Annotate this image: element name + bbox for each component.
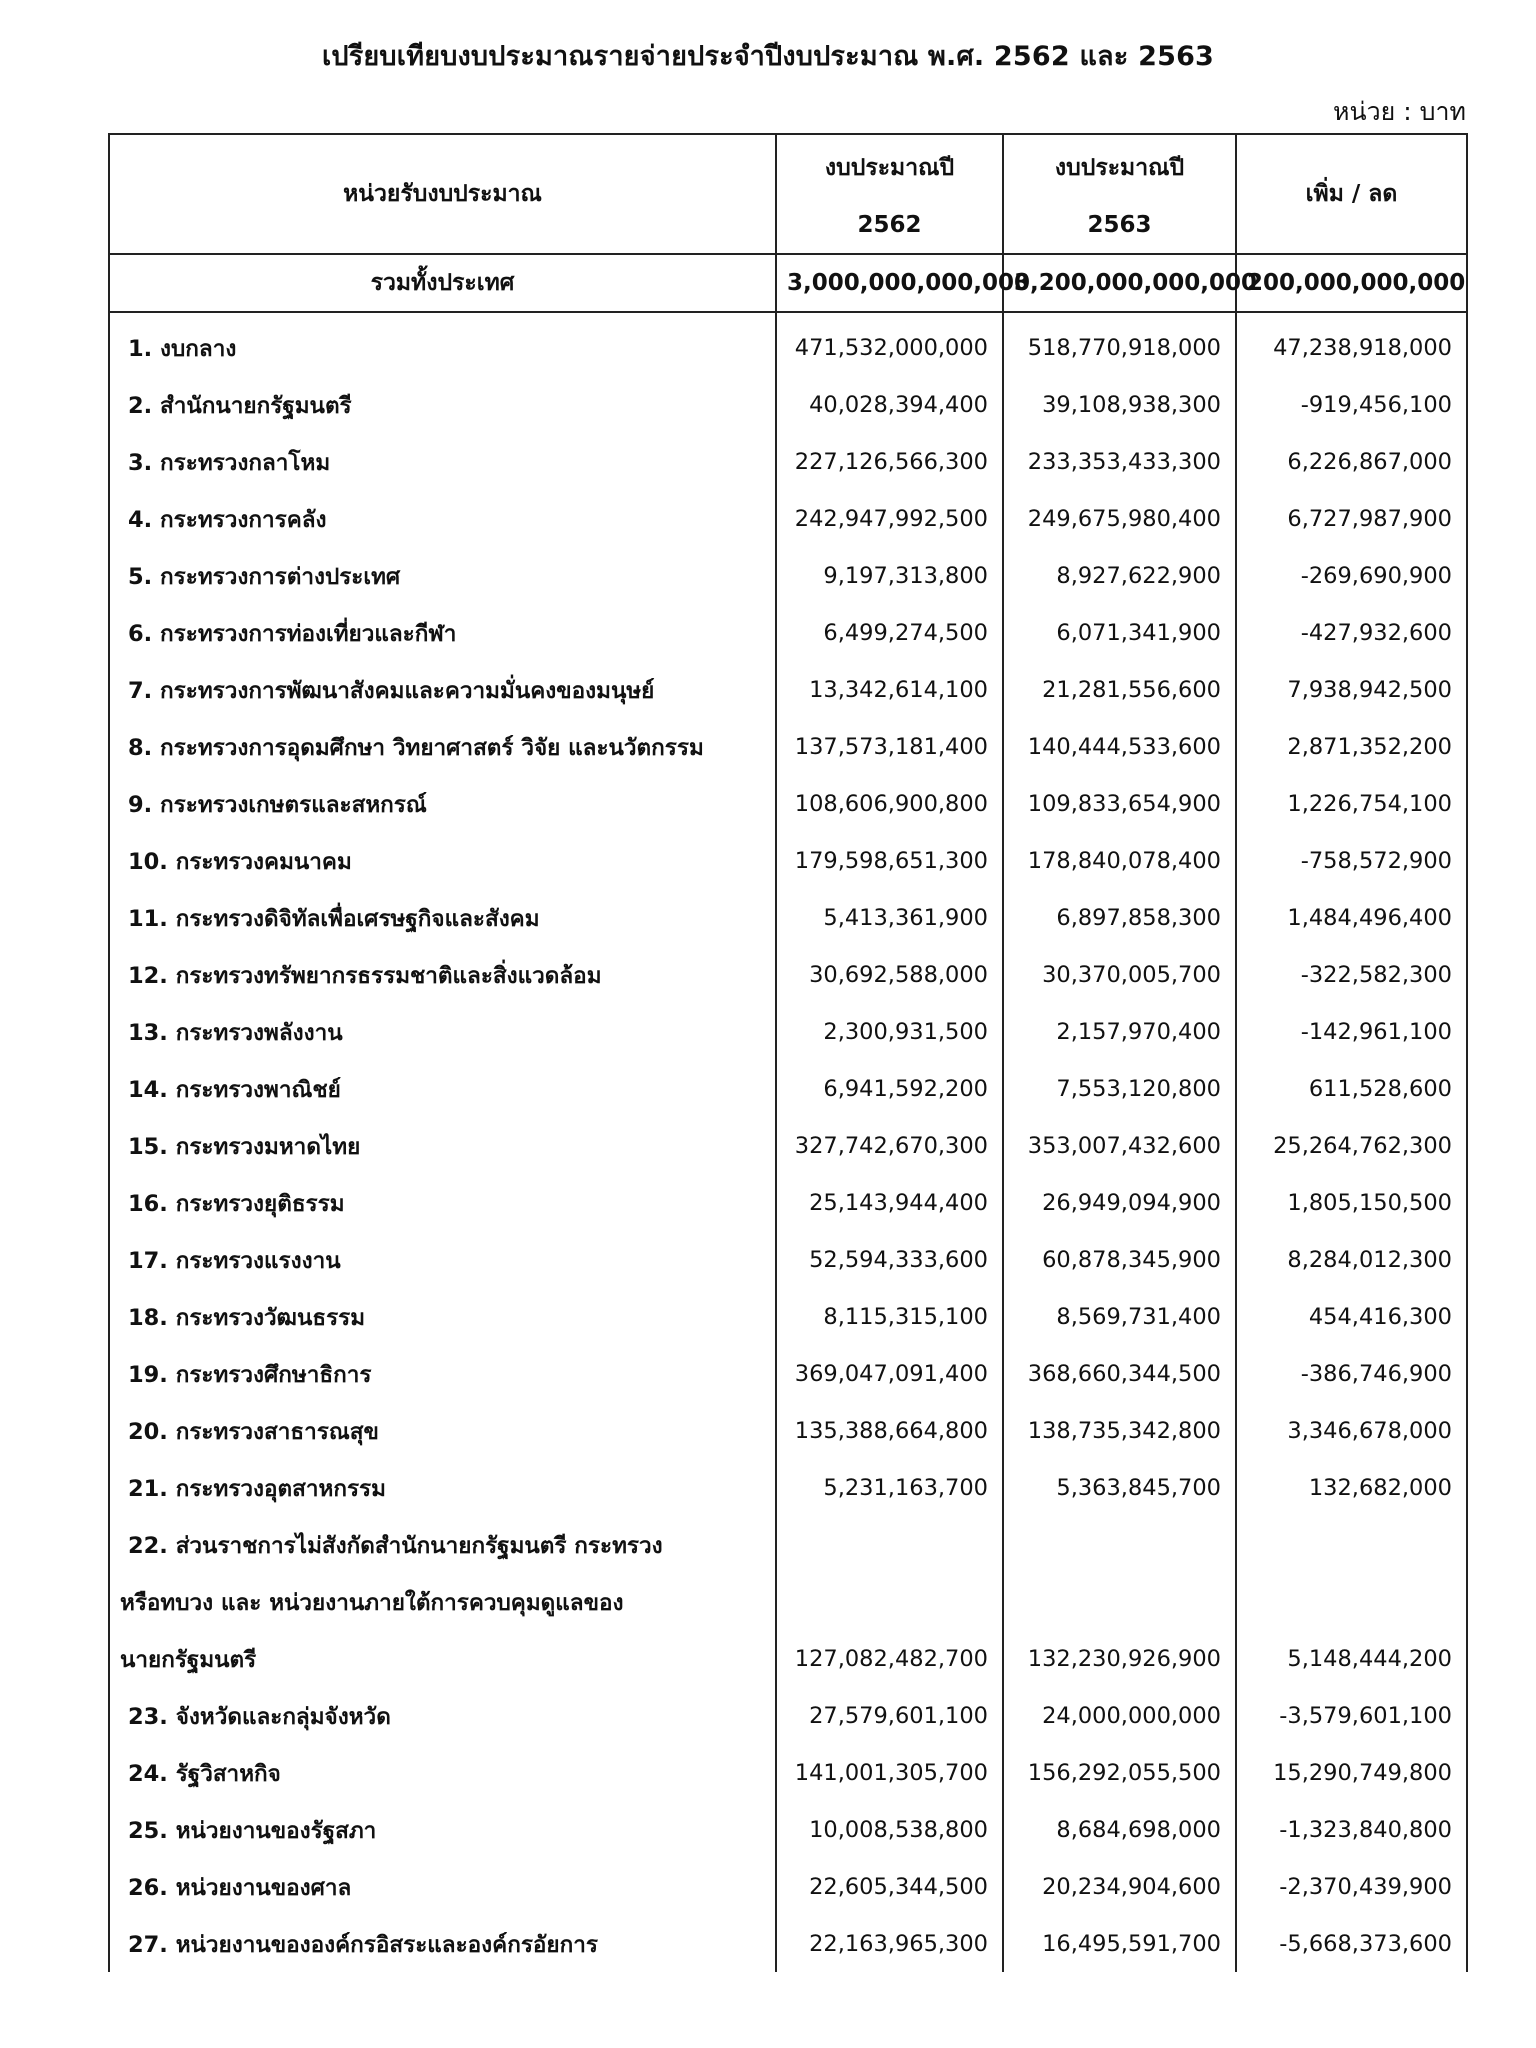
row-22-budget-2562: 127,082,482,700 [776,1630,1003,1687]
row-unit-name: 4. กระทรวงการคลัง [109,490,776,547]
row-budget-2563: 6,071,341,900 [1003,604,1236,661]
row-unit-name: 13. กระทรวงพลังงาน [109,1003,776,1060]
table-row-22-continued [109,1573,1467,1630]
total-2562: 3,000,000,000,000 [776,254,1003,312]
row-budget-2562: 6,941,592,200 [776,1060,1003,1117]
row-diff: -427,932,600 [1236,604,1467,661]
header-budget-2563 [1003,134,1236,254]
total-name: รวมทั้งประเทศ [109,254,776,312]
row-unit-name: 21. กระทรวงอุตสาหกรรม [109,1459,776,1516]
row-unit-name: 2. สำนักนายกรัฐมนตรี [109,376,776,433]
row-unit-name: 1. งบกลาง [109,312,776,376]
row-budget-2562: 242,947,992,500 [776,490,1003,547]
row-budget-2563: 7,553,120,800 [1003,1060,1236,1117]
row-budget-2563: 5,363,845,700 [1003,1459,1236,1516]
table-row [109,376,1467,433]
row-diff: 1,226,754,100 [1236,775,1467,832]
row-22-name-line1: 22. ส่วนราชการไม่สังกัดสำนักนายกรัฐมนตรี กระทรวง [109,1516,776,1573]
row-diff: -2,370,439,900 [1236,1858,1467,1915]
row-unit-name: 17. กระทรวงแรงงาน [109,1231,776,1288]
row-budget-2562: 52,594,333,600 [776,1231,1003,1288]
row-diff: -919,456,100 [1236,376,1467,433]
table-row [109,604,1467,661]
row-diff: -758,572,900 [1236,832,1467,889]
table-row [109,946,1467,1003]
row-budget-2562: 227,126,566,300 [776,433,1003,490]
row-budget-2563: 138,735,342,800 [1003,1402,1236,1459]
row-diff: 6,226,867,000 [1236,433,1467,490]
row-22-empty-2563 [1003,1573,1236,1630]
row-diff: -269,690,900 [1236,547,1467,604]
table-row [109,1858,1467,1915]
row-unit-name: 15. กระทรวงมหาดไทย [109,1117,776,1174]
row-budget-2562: 141,001,305,700 [776,1744,1003,1801]
total-2563: 3,200,000,000,000 [1003,254,1236,312]
row-budget-2563: 8,927,622,900 [1003,547,1236,604]
row-budget-2563: 8,569,731,400 [1003,1288,1236,1345]
total-diff: 200,000,000,000 [1236,254,1467,312]
table-row [109,1345,1467,1402]
row-diff: 47,238,918,000 [1236,312,1467,376]
table-row [109,661,1467,718]
table-row [109,1402,1467,1459]
table-row [109,1459,1467,1516]
row-budget-2563: 26,949,094,900 [1003,1174,1236,1231]
table-row [109,1174,1467,1231]
total-row [109,254,1467,312]
table-row [109,1687,1467,1744]
row-budget-2562: 108,606,900,800 [776,775,1003,832]
row-budget-2563: 233,353,433,300 [1003,433,1236,490]
row-budget-2563: 156,292,055,500 [1003,1744,1236,1801]
table-row [109,1744,1467,1801]
row-unit-name: 3. กระทรวงกลาโหม [109,433,776,490]
row-budget-2563: 39,108,938,300 [1003,376,1236,433]
row-unit-name: 10. กระทรวงคมนาคม [109,832,776,889]
table-row [109,718,1467,775]
row-diff: -5,668,373,600 [1236,1915,1467,1972]
row-budget-2562: 5,231,163,700 [776,1459,1003,1516]
row-budget-2562: 22,163,965,300 [776,1915,1003,1972]
row-diff: 25,264,762,300 [1236,1117,1467,1174]
row-diff: 6,727,987,900 [1236,490,1467,547]
row-budget-2562: 5,413,361,900 [776,889,1003,946]
row-diff: 1,805,150,500 [1236,1174,1467,1231]
row-budget-2563: 30,370,005,700 [1003,946,1236,1003]
row-unit-name: 25. หน่วยงานของรัฐสภา [109,1801,776,1858]
table-row [109,889,1467,946]
row-budget-2563: 368,660,344,500 [1003,1345,1236,1402]
row-diff: -1,323,840,800 [1236,1801,1467,1858]
document-title: เปรียบเทียบงบประมาณรายจ่ายประจำปีงบประมาณ พ.ศ. 2562 และ 2563 [321,41,1215,72]
table-row [109,312,1467,376]
row-budget-2563: 16,495,591,700 [1003,1915,1236,1972]
row-budget-2562: 6,499,274,500 [776,604,1003,661]
row-unit-name: 7. กระทรวงการพัฒนาสังคมและความมั่นคงของมนุษย์ [109,661,776,718]
table-row [109,1117,1467,1174]
table-row [109,775,1467,832]
table-row [109,1003,1467,1060]
table-row [109,490,1467,547]
row-budget-2563: 24,000,000,000 [1003,1687,1236,1744]
row-diff: 132,682,000 [1236,1459,1467,1516]
row-budget-2563: 178,840,078,400 [1003,832,1236,889]
table-row [109,1915,1467,1972]
row-budget-2562: 25,143,944,400 [776,1174,1003,1231]
table-row-22 [109,1516,1467,1573]
row-budget-2562: 27,579,601,100 [776,1687,1003,1744]
row-budget-2562: 327,742,670,300 [776,1117,1003,1174]
header-2562-label: งบประมาณปี [824,155,955,181]
row-diff: -322,582,300 [1236,946,1467,1003]
table-row [109,1288,1467,1345]
row-budget-2563: 109,833,654,900 [1003,775,1236,832]
row-22-name-line2: หรือทบวง และ หน่วยงานภายใต้การควบคุมดูแลของ [109,1573,776,1630]
row-budget-2563: 21,281,556,600 [1003,661,1236,718]
row-22-empty-2562 [776,1516,1003,1573]
header-budget-unit: หน่วยรับงบประมาณ [109,134,776,254]
row-diff: 8,284,012,300 [1236,1231,1467,1288]
budget-rows [109,312,1467,1972]
row-unit-name: 6. กระทรวงการท่องเที่ยวและกีฬา [109,604,776,661]
table-row [109,832,1467,889]
header-increase-decrease: เพิ่ม / ลด [1236,134,1467,254]
row-budget-2563: 140,444,533,600 [1003,718,1236,775]
table-row [109,1801,1467,1858]
row-22-empty-2563 [1003,1516,1236,1573]
row-budget-2563: 2,157,970,400 [1003,1003,1236,1060]
row-22-empty-diff [1236,1516,1467,1573]
row-unit-name: 12. กระทรวงทรัพยากรธรรมชาติและสิ่งแวดล้อม [109,946,776,1003]
row-22-empty-2562 [776,1573,1003,1630]
row-budget-2562: 179,598,651,300 [776,832,1003,889]
header-2562-year: 2562 [857,212,922,238]
row-diff: 7,938,942,500 [1236,661,1467,718]
row-budget-2562: 2,300,931,500 [776,1003,1003,1060]
row-diff: 611,528,600 [1236,1060,1467,1117]
row-budget-2563: 60,878,345,900 [1003,1231,1236,1288]
header-2563-year: 2563 [1087,212,1152,238]
row-unit-name: 20. กระทรวงสาธารณสุข [109,1402,776,1459]
row-diff: 2,871,352,200 [1236,718,1467,775]
row-diff: -142,961,100 [1236,1003,1467,1060]
row-budget-2563: 353,007,432,600 [1003,1117,1236,1174]
row-budget-2563: 518,770,918,000 [1003,312,1236,376]
row-budget-2562: 471,532,000,000 [776,312,1003,376]
table-row-22-continued [109,1630,1467,1687]
row-diff: 454,416,300 [1236,1288,1467,1345]
row-budget-2562: 22,605,344,500 [776,1858,1003,1915]
row-diff: -3,579,601,100 [1236,1687,1467,1744]
row-budget-2562: 30,692,588,000 [776,946,1003,1003]
row-budget-2562: 10,008,538,800 [776,1801,1003,1858]
row-diff: 3,346,678,000 [1236,1402,1467,1459]
row-unit-name: 27. หน่วยงานขององค์กรอิสระและองค์กรอัยการ [109,1915,776,1972]
row-unit-name: 19. กระทรวงศึกษาธิการ [109,1345,776,1402]
budget-comparison-table [108,133,1468,1972]
table-row [109,547,1467,604]
row-budget-2562: 8,115,315,100 [776,1288,1003,1345]
unit-label: หน่วย : บาท [1333,97,1466,126]
row-budget-2563: 6,897,858,300 [1003,889,1236,946]
row-unit-name: 9. กระทรวงเกษตรและสหกรณ์ [109,775,776,832]
row-22-budget-2563: 132,230,926,900 [1003,1630,1236,1687]
row-unit-name: 16. กระทรวงยุติธรรม [109,1174,776,1231]
row-unit-name: 23. จังหวัดและกลุ่มจังหวัด [109,1687,776,1744]
row-budget-2562: 135,388,664,800 [776,1402,1003,1459]
row-unit-name: 11. กระทรวงดิจิทัลเพื่อเศรษฐกิจและสังคม [109,889,776,946]
table-row [109,433,1467,490]
row-22-empty-diff [1236,1573,1467,1630]
row-unit-name: 24. รัฐวิสาหกิจ [109,1744,776,1801]
row-diff: 15,290,749,800 [1236,1744,1467,1801]
row-budget-2562: 9,197,313,800 [776,547,1003,604]
row-diff: 1,484,496,400 [1236,889,1467,946]
row-22-name-line3: นายกรัฐมนตรี [109,1630,776,1687]
row-unit-name: 18. กระทรวงวัฒนธรรม [109,1288,776,1345]
row-budget-2563: 8,684,698,000 [1003,1801,1236,1858]
row-budget-2562: 40,028,394,400 [776,376,1003,433]
row-budget-2563: 249,675,980,400 [1003,490,1236,547]
row-22-diff: 5,148,444,200 [1236,1630,1467,1687]
row-unit-name: 26. หน่วยงานของศาล [109,1858,776,1915]
table-header-row [109,134,1467,254]
table-row [109,1060,1467,1117]
row-budget-2562: 137,573,181,400 [776,718,1003,775]
table-row [109,1231,1467,1288]
row-diff: -386,746,900 [1236,1345,1467,1402]
row-unit-name: 8. กระทรวงการอุดมศึกษา วิทยาศาสตร์ วิจัย และนวัตกรรม [109,718,776,775]
row-budget-2562: 13,342,614,100 [776,661,1003,718]
row-budget-2563: 20,234,904,600 [1003,1858,1236,1915]
header-2563-label: งบประมาณปี [1054,155,1185,181]
header-budget-2562 [776,134,1003,254]
row-unit-name: 14. กระทรวงพาณิชย์ [109,1060,776,1117]
row-budget-2562: 369,047,091,400 [776,1345,1003,1402]
row-unit-name: 5. กระทรวงการต่างประเทศ [109,547,776,604]
